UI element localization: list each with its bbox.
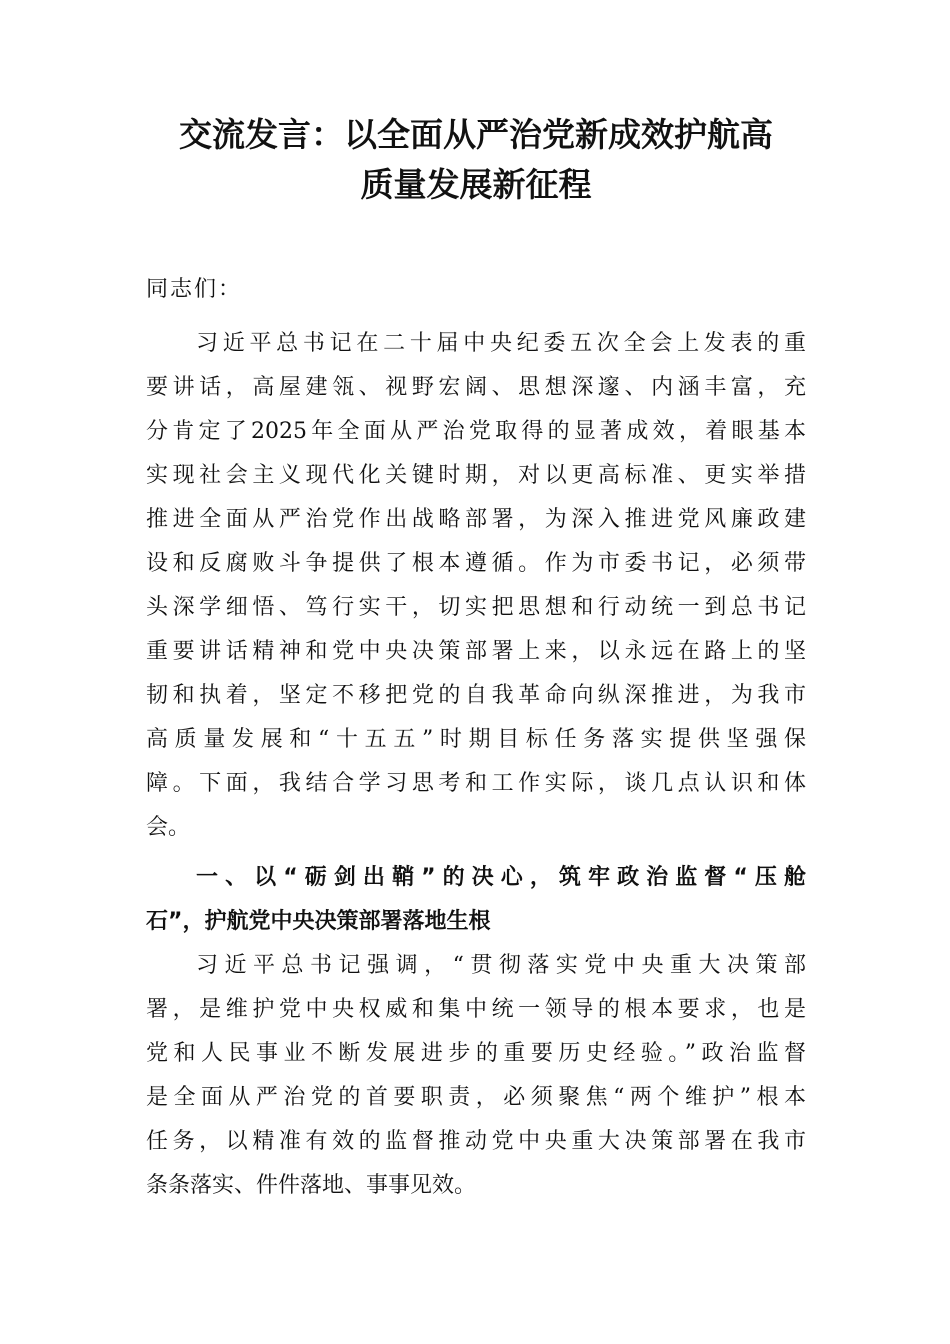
text-line: 习近平总书记在二十届中央纪委五次全会上发表的重 bbox=[196, 331, 806, 356]
text-line: 习近平总书记强调，“贯彻落实党中央重大决策部 bbox=[196, 953, 806, 978]
text-line: 高质量发展和“十五五”时期目标任务落实提供坚强保 bbox=[146, 727, 806, 752]
text-line: 头深学细悟、笃行实干，切实把思想和行动统一到总书记 bbox=[146, 595, 806, 620]
text-line: 要讲话，高屋建瓴、视野宏阔、思想深邃、内涵丰富，充 bbox=[146, 375, 806, 400]
text-line: 会。 bbox=[146, 815, 191, 840]
heading-line: 石”，护航党中央决策部署落地生根 bbox=[146, 909, 491, 934]
text-line: 推进全面从严治党作出战略部署，为深入推进党风廉政建 bbox=[146, 507, 806, 532]
text-line: 是全面从严治党的首要职责，必须聚焦“两个维护”根本 bbox=[146, 1085, 806, 1110]
title-line: 质量发展新征程 bbox=[360, 165, 592, 204]
text-line: 党和人民事业不断发展进步的重要历史经验。”政治监督 bbox=[146, 1041, 806, 1066]
text-line: 重要讲话精神和党中央决策部署上来，以永远在路上的坚 bbox=[146, 639, 806, 664]
text-line: 署，是维护党中央权威和集中统一领导的根本要求，也是 bbox=[146, 997, 806, 1022]
text-line: 任务，以精准有效的监督推动党中央重大决策部署在我市 bbox=[146, 1129, 806, 1154]
section-heading-1 bbox=[146, 856, 806, 944]
salutation: 同志们： bbox=[146, 277, 243, 302]
heading-line: 一、以“砺剑出鞘”的决心，筑牢政治监督“压舱 bbox=[196, 865, 806, 890]
text-line: 障。下面，我结合学习思考和工作实际，谈几点认识和体 bbox=[146, 771, 806, 796]
document-title bbox=[146, 110, 806, 210]
paragraph-section-1 bbox=[146, 944, 806, 1208]
text-line: 条条落实、件件落地、事事见效。 bbox=[146, 1173, 477, 1198]
text-line: 实现社会主义现代化关键时期，对以更高标准、更实举措 bbox=[146, 463, 806, 488]
text-line: 设和反腐败斗争提供了根本遵循。作为市委书记，必须带 bbox=[146, 551, 806, 576]
text-line: 分肯定了2025年全面从严治党取得的显著成效，着眼基本 bbox=[146, 419, 806, 444]
document-page bbox=[146, 110, 806, 1208]
text-line: 韧和执着，坚定不移把党的自我革命向纵深推进，为我市 bbox=[146, 683, 806, 708]
paragraph-intro bbox=[146, 322, 806, 850]
title-line: 交流发言：以全面从严治党新成效护航高 bbox=[179, 115, 773, 154]
